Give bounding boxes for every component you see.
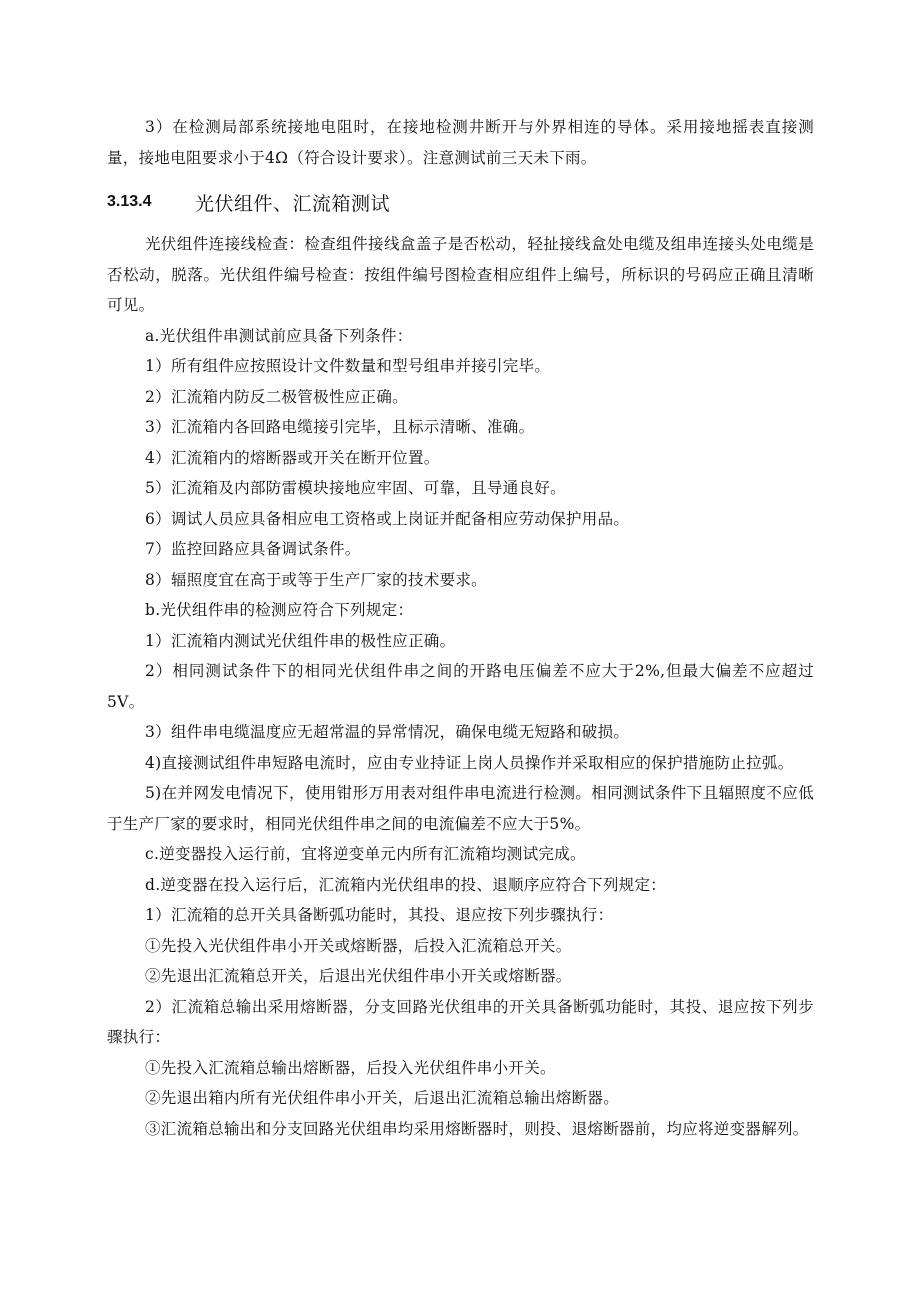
list-item-d2-step1: ①先投入汇流箱总输出熔断器，后投入光伏组件串小开关。	[145, 1058, 556, 1077]
list-item-d1-step2: ②先退出汇流箱总开关，后退出光伏组件串小开关或熔断器。	[145, 967, 572, 985]
list-item-a1: 1）所有组件应按照设计文件数量和型号组串并接引完毕。	[145, 357, 551, 375]
list-item-d1-step1: ①先投入光伏组件串小开关或熔断器，后投入汇流箱总开关。	[145, 936, 572, 955]
list-heading-a: a.光伏组件串测试前应具备下列条件：	[145, 326, 413, 345]
intro-paragraph: 3）在检测局部系统接地电阻时，在接地检测井断开与外界相连的导体。采用接地摇表直接测量，接地电阻要求小于4Ω（符合设计要求）。注意测试前三天未下雨。	[107, 118, 814, 167]
list-item-b1: 1）汇流箱内测试光伏组件串的极性应正确。	[145, 631, 456, 650]
section-number: 3.13.4	[107, 193, 152, 210]
list-item-d2-step2: ②先退出箱内所有光伏组件串小开关，后退出汇流箱总输出熔断器。	[145, 1089, 620, 1107]
list-item-b4: 4)直接测试组件串短路电流时，应由专业持证上岗人员操作并采取相应的保护措施防止拉弧。	[145, 753, 794, 772]
list-item-a3: 3）汇流箱内各回路电缆接引完毕，且标示清晰、准确。	[145, 418, 535, 436]
list-item-a2: 2）汇流箱内防反二极管极性应正确。	[145, 387, 408, 406]
section-title: 光伏组件、汇流箱测试	[195, 192, 391, 215]
list-item-d2-step3: ③汇流箱总输出和分支回路光伏组串均采用熔断器时，则投、退熔断器前，均应将逆变器解列。	[145, 1119, 809, 1138]
document-body	[107, 112, 814, 1144]
list-heading-b: b.光伏组件串的检测应符合下列规定：	[145, 601, 414, 619]
list-item-d2: 2）汇流箱总输出采用熔断器，分支回路光伏组串的开关具备断弧功能时，其投、退应按下列步骤执行：	[107, 997, 814, 1046]
paragraph-component-check: 光伏组件连接线检查：检查组件接线盒盖子是否松动，轻扯接线盒处电缆及组串连接头处电缆是否松动，脱落。光伏组件编号检查：按组件编号图检查相应组件上编号，所标识的号码应正确且清晰可见。	[107, 235, 814, 314]
list-item-b3: 3）组件串电缆温度应无超常温的异常情况，确保电缆无短路和破损。	[145, 723, 630, 741]
list-item-a6: 6）调试人员应具备相应电工资格或上岗证并配备相应劳动保护用品。	[145, 509, 630, 528]
list-item-a7: 7）监控回路应具备调试条件。	[145, 540, 361, 558]
list-item-d1: 1）汇流箱的总开关具备断弧功能时，其投、退应按下列步骤执行：	[145, 906, 614, 924]
list-item-a5: 5）汇流箱及内部防雷模块接地应牢固、可靠，且导通良好。	[145, 479, 566, 497]
list-item-b2: 2）相同测试条件下的相同光伏组件串之间的开路电压偏差不应大于2%,但最大偏差不应超过5V。	[107, 662, 814, 711]
list-item-a8: 8）辐照度宜在高于或等于生产厂家的技术要求。	[145, 570, 487, 589]
list-heading-c: c.逆变器投入运行前，宜将逆变单元内所有汇流箱均测试完成。	[145, 845, 586, 863]
section-heading	[107, 185, 814, 219]
list-item-b5: 5)在并网发电情况下，使用钳形万用表对组件串电流进行检测。相同测试条件下且辐照度不应低于生产厂家的要求时，相同光伏组件串之间的电流偏差不应大于5%。	[107, 784, 814, 833]
list-item-a4: 4）汇流箱内的熔断器或开关在断开位置。	[145, 448, 440, 467]
list-heading-d: d.逆变器在投入运行后，汇流箱内光伏组串的投、退顺序应符合下列规定：	[145, 875, 667, 894]
